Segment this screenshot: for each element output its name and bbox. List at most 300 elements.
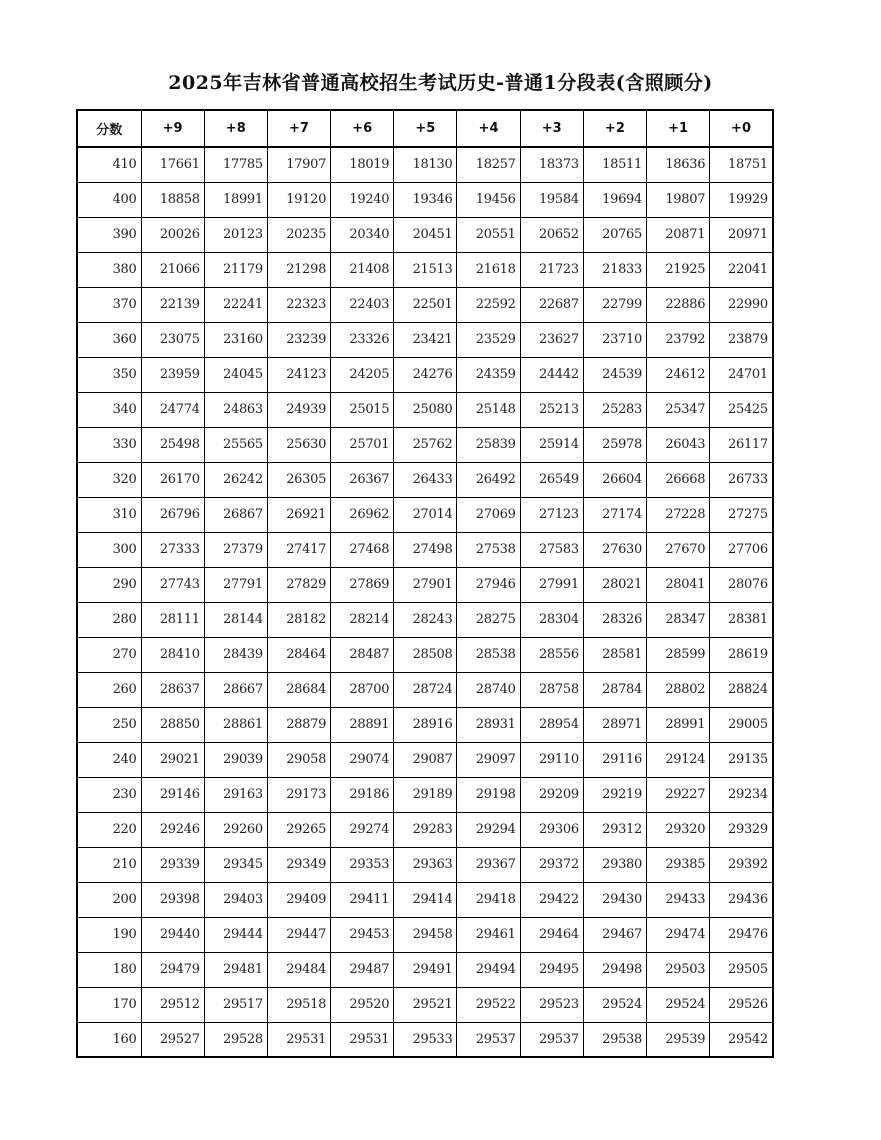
score-cell: 250 [77, 707, 141, 742]
cumulative-count-cell: 26242 [204, 462, 267, 497]
cumulative-count-cell: 29512 [141, 987, 204, 1022]
cumulative-count-cell: 29409 [267, 882, 330, 917]
cumulative-count-cell: 27174 [583, 497, 646, 532]
cumulative-count-cell: 28991 [647, 707, 710, 742]
cumulative-count-cell: 27014 [394, 497, 457, 532]
table-header [77, 110, 773, 147]
column-header-offset: +7 [267, 110, 330, 147]
cumulative-count-cell: 24539 [583, 357, 646, 392]
cumulative-count-cell: 29487 [331, 952, 394, 987]
cumulative-count-cell: 29436 [710, 882, 773, 917]
cumulative-count-cell: 29074 [331, 742, 394, 777]
cumulative-count-cell: 28724 [394, 672, 457, 707]
cumulative-count-cell: 25425 [710, 392, 773, 427]
cumulative-count-cell: 25762 [394, 427, 457, 462]
table-row [77, 287, 773, 322]
cumulative-count-cell: 27538 [457, 532, 520, 567]
cumulative-count-cell: 23792 [647, 322, 710, 357]
cumulative-count-cell: 22886 [647, 287, 710, 322]
cumulative-count-cell: 22403 [331, 287, 394, 322]
cumulative-count-cell: 28487 [331, 637, 394, 672]
cumulative-count-cell: 28619 [710, 637, 773, 672]
cumulative-count-cell: 29345 [204, 847, 267, 882]
cumulative-count-cell: 29385 [647, 847, 710, 882]
cumulative-count-cell: 17661 [141, 147, 204, 182]
cumulative-count-cell: 24123 [267, 357, 330, 392]
cumulative-count-cell: 29058 [267, 742, 330, 777]
cumulative-count-cell: 29453 [331, 917, 394, 952]
cumulative-count-cell: 26433 [394, 462, 457, 497]
cumulative-count-cell: 29476 [710, 917, 773, 952]
cumulative-count-cell: 26962 [331, 497, 394, 532]
cumulative-count-cell: 19120 [267, 182, 330, 217]
table-row [77, 497, 773, 532]
cumulative-count-cell: 26796 [141, 497, 204, 532]
cumulative-count-cell: 27069 [457, 497, 520, 532]
cumulative-count-cell: 29021 [141, 742, 204, 777]
cumulative-count-cell: 21513 [394, 252, 457, 287]
cumulative-count-cell: 23421 [394, 322, 457, 357]
cumulative-count-cell: 29461 [457, 917, 520, 952]
cumulative-count-cell: 24045 [204, 357, 267, 392]
column-header-offset: +9 [141, 110, 204, 147]
cumulative-count-cell: 29447 [267, 917, 330, 952]
cumulative-count-cell: 28971 [583, 707, 646, 742]
cumulative-count-cell: 23160 [204, 322, 267, 357]
cumulative-count-cell: 24612 [647, 357, 710, 392]
cumulative-count-cell: 29505 [710, 952, 773, 987]
cumulative-count-cell: 27468 [331, 532, 394, 567]
cumulative-count-cell: 29521 [394, 987, 457, 1022]
cumulative-count-cell: 29349 [267, 847, 330, 882]
cumulative-count-cell: 24205 [331, 357, 394, 392]
cumulative-count-cell: 29380 [583, 847, 646, 882]
cumulative-count-cell: 29163 [204, 777, 267, 812]
table-row [77, 812, 773, 847]
cumulative-count-cell: 27743 [141, 567, 204, 602]
cumulative-count-cell: 28637 [141, 672, 204, 707]
cumulative-count-cell: 17907 [267, 147, 330, 182]
cumulative-count-cell: 27946 [457, 567, 520, 602]
cumulative-count-cell: 28021 [583, 567, 646, 602]
cumulative-count-cell: 29116 [583, 742, 646, 777]
cumulative-count-cell: 28740 [457, 672, 520, 707]
cumulative-count-cell: 29523 [520, 987, 583, 1022]
cumulative-count-cell: 29539 [647, 1022, 710, 1057]
cumulative-count-cell: 28243 [394, 602, 457, 637]
cumulative-count-cell: 27630 [583, 532, 646, 567]
table-row [77, 847, 773, 882]
cumulative-count-cell: 29458 [394, 917, 457, 952]
table-row [77, 217, 773, 252]
score-cell: 230 [77, 777, 141, 812]
cumulative-count-cell: 26492 [457, 462, 520, 497]
cumulative-count-cell: 29517 [204, 987, 267, 1022]
cumulative-count-cell: 28326 [583, 602, 646, 637]
table-row [77, 707, 773, 742]
cumulative-count-cell: 29474 [647, 917, 710, 952]
cumulative-count-cell: 28954 [520, 707, 583, 742]
table-row [77, 532, 773, 567]
score-cell: 390 [77, 217, 141, 252]
cumulative-count-cell: 27417 [267, 532, 330, 567]
cumulative-count-cell: 27123 [520, 497, 583, 532]
score-distribution-table [76, 109, 774, 1058]
cumulative-count-cell: 23239 [267, 322, 330, 357]
table-row [77, 637, 773, 672]
table-row [77, 1022, 773, 1057]
cumulative-count-cell: 29537 [520, 1022, 583, 1057]
score-cell: 320 [77, 462, 141, 497]
table-row [77, 252, 773, 287]
cumulative-count-cell: 29433 [647, 882, 710, 917]
cumulative-count-cell: 29110 [520, 742, 583, 777]
cumulative-count-cell: 25080 [394, 392, 457, 427]
cumulative-count-cell: 24701 [710, 357, 773, 392]
cumulative-count-cell: 22799 [583, 287, 646, 322]
cumulative-count-cell: 18511 [583, 147, 646, 182]
cumulative-count-cell: 23879 [710, 322, 773, 357]
score-cell: 400 [77, 182, 141, 217]
cumulative-count-cell: 29398 [141, 882, 204, 917]
cumulative-count-cell: 22041 [710, 252, 773, 287]
cumulative-count-cell: 25015 [331, 392, 394, 427]
cumulative-count-cell: 29444 [204, 917, 267, 952]
cumulative-count-cell: 25839 [457, 427, 520, 462]
cumulative-count-cell: 26043 [647, 427, 710, 462]
cumulative-count-cell: 29124 [647, 742, 710, 777]
score-cell: 380 [77, 252, 141, 287]
cumulative-count-cell: 27333 [141, 532, 204, 567]
cumulative-count-cell: 26867 [204, 497, 267, 532]
cumulative-count-cell: 29522 [457, 987, 520, 1022]
cumulative-count-cell: 21618 [457, 252, 520, 287]
cumulative-count-cell: 29135 [710, 742, 773, 777]
cumulative-count-cell: 28861 [204, 707, 267, 742]
cumulative-count-cell: 28381 [710, 602, 773, 637]
table-row [77, 952, 773, 987]
score-cell: 220 [77, 812, 141, 847]
score-cell: 240 [77, 742, 141, 777]
cumulative-count-cell: 25701 [331, 427, 394, 462]
document-title: 2025年吉林省普通高校招生考试历史-普通1分段表(含照顾分) [168, 72, 713, 94]
cumulative-count-cell: 29246 [141, 812, 204, 847]
score-cell: 410 [77, 147, 141, 182]
score-cell: 360 [77, 322, 141, 357]
cumulative-count-cell: 26668 [647, 462, 710, 497]
cumulative-count-cell: 23075 [141, 322, 204, 357]
table-row [77, 567, 773, 602]
cumulative-count-cell: 19240 [331, 182, 394, 217]
cumulative-count-cell: 29414 [394, 882, 457, 917]
cumulative-count-cell: 22501 [394, 287, 457, 322]
cumulative-count-cell: 29173 [267, 777, 330, 812]
cumulative-count-cell: 29087 [394, 742, 457, 777]
cumulative-count-cell: 19346 [394, 182, 457, 217]
cumulative-count-cell: 21833 [583, 252, 646, 287]
cumulative-count-cell: 29234 [710, 777, 773, 812]
cumulative-count-cell: 27829 [267, 567, 330, 602]
cumulative-count-cell: 19456 [457, 182, 520, 217]
cumulative-count-cell: 27791 [204, 567, 267, 602]
cumulative-count-cell: 29312 [583, 812, 646, 847]
table-row [77, 742, 773, 777]
cumulative-count-cell: 28464 [267, 637, 330, 672]
cumulative-count-cell: 25347 [647, 392, 710, 427]
cumulative-count-cell: 28879 [267, 707, 330, 742]
cumulative-count-cell: 29503 [647, 952, 710, 987]
cumulative-count-cell: 28214 [331, 602, 394, 637]
cumulative-count-cell: 27670 [647, 532, 710, 567]
table-row [77, 392, 773, 427]
cumulative-count-cell: 22139 [141, 287, 204, 322]
header-row [77, 110, 773, 147]
table-row [77, 987, 773, 1022]
cumulative-count-cell: 19584 [520, 182, 583, 217]
cumulative-count-cell: 29498 [583, 952, 646, 987]
cumulative-count-cell: 29524 [583, 987, 646, 1022]
cumulative-count-cell: 28111 [141, 602, 204, 637]
cumulative-count-cell: 28700 [331, 672, 394, 707]
table-row [77, 462, 773, 497]
score-cell: 190 [77, 917, 141, 952]
table-row [77, 147, 773, 182]
cumulative-count-cell: 29494 [457, 952, 520, 987]
cumulative-count-cell: 21925 [647, 252, 710, 287]
cumulative-count-cell: 25213 [520, 392, 583, 427]
cumulative-count-cell: 29294 [457, 812, 520, 847]
cumulative-count-cell: 22990 [710, 287, 773, 322]
cumulative-count-cell: 29039 [204, 742, 267, 777]
cumulative-count-cell: 29005 [710, 707, 773, 742]
cumulative-count-cell: 24442 [520, 357, 583, 392]
cumulative-count-cell: 29422 [520, 882, 583, 917]
cumulative-count-cell: 22687 [520, 287, 583, 322]
table-row [77, 427, 773, 462]
cumulative-count-cell: 29403 [204, 882, 267, 917]
cumulative-count-cell: 29430 [583, 882, 646, 917]
column-header-offset: +1 [647, 110, 710, 147]
cumulative-count-cell: 29227 [647, 777, 710, 812]
cumulative-count-cell: 27379 [204, 532, 267, 567]
cumulative-count-cell: 23326 [331, 322, 394, 357]
cumulative-count-cell: 29097 [457, 742, 520, 777]
cumulative-count-cell: 29538 [583, 1022, 646, 1057]
cumulative-count-cell: 21408 [331, 252, 394, 287]
table-row [77, 322, 773, 357]
cumulative-count-cell: 29527 [141, 1022, 204, 1057]
cumulative-count-cell: 27583 [520, 532, 583, 567]
cumulative-count-cell: 29367 [457, 847, 520, 882]
cumulative-count-cell: 17785 [204, 147, 267, 182]
column-header-offset: +8 [204, 110, 267, 147]
cumulative-count-cell: 25283 [583, 392, 646, 427]
score-cell: 170 [77, 987, 141, 1022]
cumulative-count-cell: 29411 [331, 882, 394, 917]
cumulative-count-cell: 29518 [267, 987, 330, 1022]
cumulative-count-cell: 29306 [520, 812, 583, 847]
cumulative-count-cell: 29265 [267, 812, 330, 847]
cumulative-count-cell: 25630 [267, 427, 330, 462]
cumulative-count-cell: 25914 [520, 427, 583, 462]
cumulative-count-cell: 28556 [520, 637, 583, 672]
cumulative-count-cell: 29392 [710, 847, 773, 882]
column-header-offset: +0 [710, 110, 773, 147]
cumulative-count-cell: 28439 [204, 637, 267, 672]
cumulative-count-cell: 21179 [204, 252, 267, 287]
cumulative-count-cell: 19807 [647, 182, 710, 217]
score-cell: 310 [77, 497, 141, 532]
cumulative-count-cell: 28599 [647, 637, 710, 672]
cumulative-count-cell: 29495 [520, 952, 583, 987]
cumulative-count-cell: 23710 [583, 322, 646, 357]
cumulative-count-cell: 26733 [710, 462, 773, 497]
cumulative-count-cell: 19694 [583, 182, 646, 217]
cumulative-count-cell: 29531 [331, 1022, 394, 1057]
cumulative-count-cell: 20026 [141, 217, 204, 252]
cumulative-count-cell: 29320 [647, 812, 710, 847]
table-body [77, 147, 773, 1057]
cumulative-count-cell: 29479 [141, 952, 204, 987]
cumulative-count-cell: 28347 [647, 602, 710, 637]
cumulative-count-cell: 27991 [520, 567, 583, 602]
cumulative-count-cell: 28891 [331, 707, 394, 742]
cumulative-count-cell: 27869 [331, 567, 394, 602]
score-cell: 350 [77, 357, 141, 392]
cumulative-count-cell: 22241 [204, 287, 267, 322]
table-row [77, 357, 773, 392]
cumulative-count-cell: 29260 [204, 812, 267, 847]
cumulative-count-cell: 29528 [204, 1022, 267, 1057]
cumulative-count-cell: 28667 [204, 672, 267, 707]
column-header-offset: +3 [520, 110, 583, 147]
cumulative-count-cell: 28304 [520, 602, 583, 637]
cumulative-count-cell: 29440 [141, 917, 204, 952]
cumulative-count-cell: 28931 [457, 707, 520, 742]
cumulative-count-cell: 18991 [204, 182, 267, 217]
cumulative-count-cell: 28182 [267, 602, 330, 637]
cumulative-count-cell: 26305 [267, 462, 330, 497]
score-cell: 200 [77, 882, 141, 917]
cumulative-count-cell: 29219 [583, 777, 646, 812]
cumulative-count-cell: 29189 [394, 777, 457, 812]
cumulative-count-cell: 20652 [520, 217, 583, 252]
score-cell: 260 [77, 672, 141, 707]
cumulative-count-cell: 28684 [267, 672, 330, 707]
cumulative-count-cell: 27498 [394, 532, 457, 567]
cumulative-count-cell: 26117 [710, 427, 773, 462]
cumulative-count-cell: 28076 [710, 567, 773, 602]
cumulative-count-cell: 19929 [710, 182, 773, 217]
cumulative-count-cell: 24359 [457, 357, 520, 392]
cumulative-count-cell: 23529 [457, 322, 520, 357]
cumulative-count-cell: 29542 [710, 1022, 773, 1057]
score-cell: 280 [77, 602, 141, 637]
cumulative-count-cell: 29491 [394, 952, 457, 987]
cumulative-count-cell: 29339 [141, 847, 204, 882]
cumulative-count-cell: 20123 [204, 217, 267, 252]
column-header-offset: +2 [583, 110, 646, 147]
cumulative-count-cell: 20235 [267, 217, 330, 252]
cumulative-count-cell: 29520 [331, 987, 394, 1022]
cumulative-count-cell: 20340 [331, 217, 394, 252]
score-cell: 160 [77, 1022, 141, 1057]
cumulative-count-cell: 29209 [520, 777, 583, 812]
cumulative-count-cell: 29418 [457, 882, 520, 917]
cumulative-count-cell: 25978 [583, 427, 646, 462]
cumulative-count-cell: 24939 [267, 392, 330, 427]
cumulative-count-cell: 27706 [710, 532, 773, 567]
table-row [77, 182, 773, 217]
cumulative-count-cell: 28784 [583, 672, 646, 707]
cumulative-count-cell: 23959 [141, 357, 204, 392]
cumulative-count-cell: 29531 [267, 1022, 330, 1057]
score-cell: 180 [77, 952, 141, 987]
cumulative-count-cell: 26921 [267, 497, 330, 532]
cumulative-count-cell: 29283 [394, 812, 457, 847]
cumulative-count-cell: 28581 [583, 637, 646, 672]
cumulative-count-cell: 28802 [647, 672, 710, 707]
cumulative-count-cell: 26549 [520, 462, 583, 497]
score-cell: 210 [77, 847, 141, 882]
cumulative-count-cell: 29526 [710, 987, 773, 1022]
cumulative-count-cell: 18751 [710, 147, 773, 182]
column-header-offset: +4 [457, 110, 520, 147]
cumulative-count-cell: 21298 [267, 252, 330, 287]
cumulative-count-cell: 29198 [457, 777, 520, 812]
cumulative-count-cell: 18373 [520, 147, 583, 182]
cumulative-count-cell: 29363 [394, 847, 457, 882]
cumulative-count-cell: 18257 [457, 147, 520, 182]
table-row [77, 882, 773, 917]
cumulative-count-cell: 29524 [647, 987, 710, 1022]
cumulative-count-cell: 22592 [457, 287, 520, 322]
cumulative-count-cell: 20871 [647, 217, 710, 252]
cumulative-count-cell: 20551 [457, 217, 520, 252]
cumulative-count-cell: 27275 [710, 497, 773, 532]
cumulative-count-cell: 28916 [394, 707, 457, 742]
cumulative-count-cell: 18019 [331, 147, 394, 182]
column-header-offset: +5 [394, 110, 457, 147]
cumulative-count-cell: 29467 [583, 917, 646, 952]
cumulative-count-cell: 28538 [457, 637, 520, 672]
cumulative-count-cell: 29353 [331, 847, 394, 882]
cumulative-count-cell: 28041 [647, 567, 710, 602]
cumulative-count-cell: 20765 [583, 217, 646, 252]
score-cell: 300 [77, 532, 141, 567]
cumulative-count-cell: 29274 [331, 812, 394, 847]
score-cell: 340 [77, 392, 141, 427]
cumulative-count-cell: 29146 [141, 777, 204, 812]
cumulative-count-cell: 18858 [141, 182, 204, 217]
table-row [77, 917, 773, 952]
cumulative-count-cell: 27901 [394, 567, 457, 602]
cumulative-count-cell: 28144 [204, 602, 267, 637]
cumulative-count-cell: 20451 [394, 217, 457, 252]
score-cell: 370 [77, 287, 141, 322]
cumulative-count-cell: 21066 [141, 252, 204, 287]
cumulative-count-cell: 29372 [520, 847, 583, 882]
cumulative-count-cell: 29329 [710, 812, 773, 847]
score-cell: 270 [77, 637, 141, 672]
cumulative-count-cell: 18130 [394, 147, 457, 182]
cumulative-count-cell: 22323 [267, 287, 330, 322]
cumulative-count-cell: 28824 [710, 672, 773, 707]
cumulative-count-cell: 28410 [141, 637, 204, 672]
cumulative-count-cell: 23627 [520, 322, 583, 357]
cumulative-count-cell: 29186 [331, 777, 394, 812]
cumulative-count-cell: 25148 [457, 392, 520, 427]
